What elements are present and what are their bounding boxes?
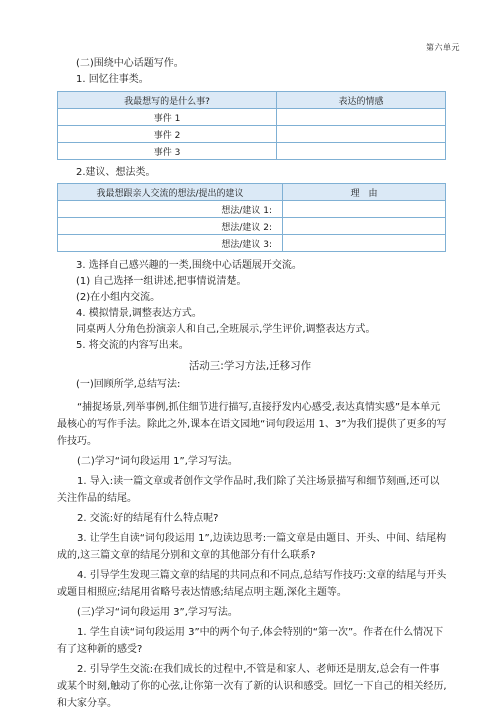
table-cell: 事件 3 [58,143,277,160]
table-header-cell: 理 由 [283,184,446,201]
table-header-cell: 表达的情感 [277,92,446,109]
activity-3-title: 活动三:学习方法,迁移习作 [188,360,312,372]
table-header-cell: 我最想写的是什么事? [58,92,277,109]
step-3-2: (2)在小组内交流。 [76,292,161,303]
table-cell: 想法/建议 3: [58,235,283,252]
category-recall: 1. 回忆往事类。 [76,74,149,85]
paragraph-techniques: 4. 引导学生发现三篇文章的结尾的共同点和不同点,总结写作技巧:文章的结尾与开头或题目相照应;结尾用省略号表达情感;结尾点明主题,深化主题等。 [57,570,447,598]
table-header-cell: 我最想跟亲人交流的想法/提出的建议 [58,184,283,201]
table-cell [277,109,446,126]
step-4: 4. 模拟情景,调整表达方式。 [76,308,202,319]
step-3-1: (1) 自己选择一组讲述,把事情说清楚。 [76,276,247,287]
table-cell: 事件 1 [58,109,277,126]
table-row [58,143,446,160]
table-header-row [58,184,446,201]
review-heading: (一)回顾所学,总结写法: [76,379,181,390]
table-cell: 想法/建议 1: [58,201,283,218]
category-suggestions: 2.建议、想法类。 [76,167,156,178]
table-cell [277,126,446,143]
paragraph-discuss: 2. 交流:好的结尾有什么特点呢? [77,513,219,524]
paragraph-first-time: 1. 学生自读“词句段运用 3”中的两个句子,体会特别的“第一次”。作者在什么情况下有了这种新的感受? [57,627,444,655]
step-3: 3. 选择自己感兴趣的一类,围绕中心话题展开交流。 [76,260,302,271]
section-heading-usage-3: (三)学习“词句段运用 3”,学习写法。 [77,607,238,618]
recall-table [57,91,446,160]
paragraph-summary: “捕捉场景,列举事例,抓住细节进行描写,直接抒发内心感受,表达真情实感”是本单元最核心的写作手法。除此之外,课本在语文园地“词句段运用 1、3”为我们提供了更多的写作技巧。 [57,402,447,447]
table-cell [283,218,446,235]
paragraph-read-think: 3. 让学生自读“词句段运用 1”,边读边思考:一篇文章是由题目、开头、中间、结尾构成的,这三篇文章的结尾分别和文章的其他部分有什么联系? [57,533,447,561]
table-row [58,235,446,252]
table-cell: 事件 2 [58,126,277,143]
table-cell [277,143,446,160]
unit-label: 第六单元 [426,43,460,52]
suggestions-table [57,183,446,252]
table-cell [283,235,446,252]
step-4-detail: 同桌两人分角色扮演亲人和自己,全班展示,学生评价,调整表达方式。 [76,324,376,335]
table-row [58,201,446,218]
table-row [58,109,446,126]
step-5: 5. 将交流的内容写出来。 [76,340,189,351]
section-heading-writing: (二)围绕中心话题写作。 [76,58,184,69]
paragraph-intro: 1. 导入:读一篇文章或者创作文学作品时,我们除了关注场景描写和细节刻画,还可以关注作品的结尾。 [57,476,440,504]
table-row [58,126,446,143]
table-row [58,218,446,235]
table-header-row [58,92,446,109]
table-cell [283,201,446,218]
section-heading-usage-1: (二)学习“词句段运用 1”,学习写法。 [77,456,238,467]
table-cell: 想法/建议 2: [58,218,283,235]
paragraph-share: 2. 引导学生交流:在我们成长的过程中,不管是和家人、老师还是朋友,总会有一件事或某个时刻,触动了你的心弦,让你第一次有了新的认识和感受。回忆一下自己的相关经历,和大家分享。 [57,664,447,709]
